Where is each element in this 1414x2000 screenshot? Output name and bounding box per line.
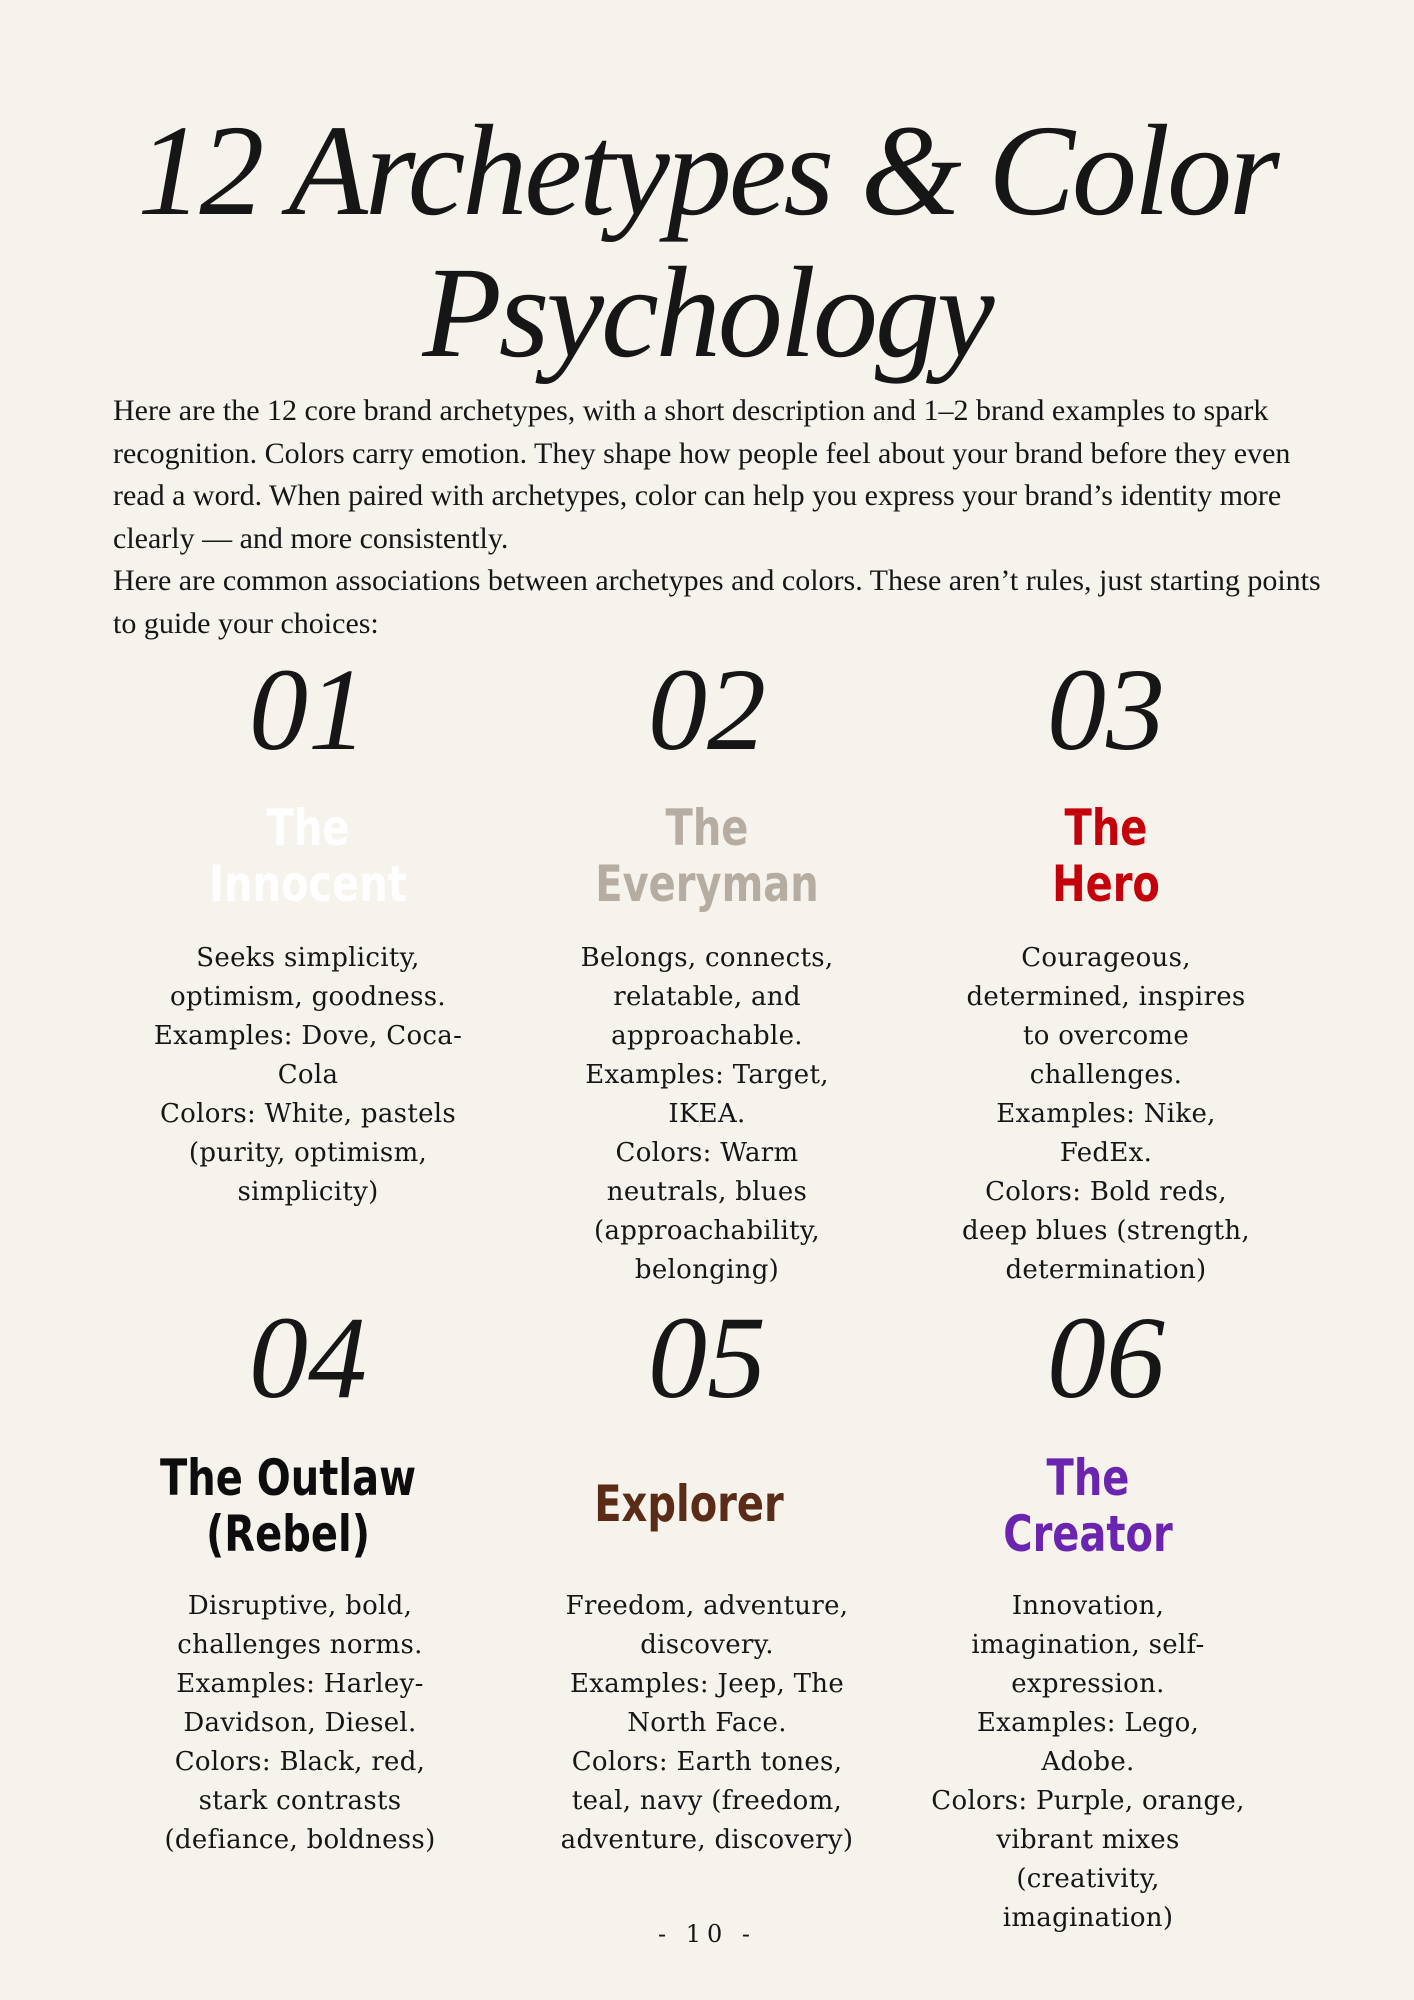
desc-line: Davidson, Diesel. <box>183 1708 417 1738</box>
desc-line: simplicity) <box>237 1177 379 1207</box>
heading-line-1: The <box>266 799 350 857</box>
intro-text <box>113 390 1323 645</box>
heading-line-2: Hero <box>1052 855 1160 913</box>
heading-line-2: Creator <box>1003 1505 1173 1563</box>
archetype-heading-explorer <box>529 1476 849 1532</box>
desc-line: Courageous, <box>1021 943 1191 973</box>
heading-line-2: Innocent <box>209 855 407 913</box>
desc-line: Adobe. <box>1041 1747 1135 1777</box>
archetype-number-01: 01 <box>249 644 367 775</box>
title-line-1: 12 Archetypes & Color <box>137 99 1277 243</box>
archetype-description-explorer <box>547 1587 867 1860</box>
desc-line: determined, inspires <box>966 982 1246 1012</box>
desc-line: Innovation, <box>1011 1591 1165 1621</box>
archetype-heading-innocent <box>148 800 468 912</box>
desc-line: Colors: Earth tones, <box>571 1747 843 1777</box>
desc-line: Freedom, adventure, <box>565 1591 849 1621</box>
desc-line: Colors: White, pastels <box>159 1099 457 1129</box>
heading-line-1: The <box>1064 799 1148 857</box>
desc-line: challenges. <box>1029 1060 1183 1090</box>
heading-line-1: The Outlaw <box>159 1449 417 1507</box>
desc-line: Examples: Nike, <box>996 1099 1216 1129</box>
heading-line-1: The <box>665 799 749 857</box>
desc-line: (approachability, <box>594 1216 820 1246</box>
desc-line: imagination, self- <box>971 1630 1205 1660</box>
desc-line: (defiance, boldness) <box>164 1825 436 1855</box>
desc-line: FedEx. <box>1059 1138 1153 1168</box>
desc-line: (creativity, <box>1016 1864 1160 1894</box>
desc-line: Colors: Black, red, <box>174 1747 426 1777</box>
desc-line: discovery. <box>640 1630 774 1660</box>
desc-line: belonging) <box>634 1255 780 1285</box>
desc-line: IKEA. <box>668 1099 746 1129</box>
desc-line: Cola <box>277 1060 339 1090</box>
desc-line: optimism, goodness. <box>170 982 446 1012</box>
archetype-heading-everyman <box>547 800 867 912</box>
heading-line-1: The <box>1046 1449 1130 1507</box>
desc-line: relatable, and <box>613 982 801 1012</box>
heading-line-2: (Rebel) <box>206 1505 370 1563</box>
archetype-number-06: 06 <box>1047 1292 1165 1423</box>
intro-paragraph-2: Here are common associations between archetypes and colors. These aren’t rules, just starting points to guide your choices: <box>113 564 1321 640</box>
desc-line: vibrant mixes <box>996 1825 1180 1855</box>
archetype-description-everyman <box>547 939 867 1290</box>
archetype-description-hero <box>946 939 1266 1290</box>
archetype-heading-outlaw <box>128 1450 448 1562</box>
desc-line: Belongs, connects, <box>580 943 834 973</box>
desc-line: (purity, optimism, <box>188 1138 428 1168</box>
desc-line: Colors: Bold reds, <box>985 1177 1227 1207</box>
heading-line-2: Everyman <box>595 855 819 913</box>
desc-line: challenges norms. <box>177 1630 423 1660</box>
desc-line: stark contrasts <box>198 1786 402 1816</box>
title-line-2: Psychology <box>422 241 992 385</box>
desc-line: to overcome <box>1022 1021 1190 1051</box>
archetype-description-creator <box>923 1587 1253 1938</box>
archetype-number-04: 04 <box>249 1292 367 1423</box>
archetype-number-02: 02 <box>648 644 766 775</box>
desc-line: Examples: Lego, <box>976 1708 1200 1738</box>
desc-line: Examples: Jeep, The <box>569 1669 845 1699</box>
desc-line: adventure, discovery) <box>560 1825 854 1855</box>
archetype-heading-hero <box>946 800 1266 912</box>
page-number: - 10 - <box>657 1920 756 1948</box>
desc-line: imagination) <box>1002 1903 1174 1933</box>
desc-line: Examples: Dove, Coca- <box>153 1021 463 1051</box>
desc-line: approachable. <box>611 1021 803 1051</box>
archetype-number-05: 05 <box>648 1292 766 1423</box>
archetype-description-outlaw <box>140 1587 460 1860</box>
desc-line: Colors: Warm <box>615 1138 799 1168</box>
desc-line: Colors: Purple, orange, <box>931 1786 1245 1816</box>
intro-paragraph-1: Here are the 12 core brand archetypes, with a short description and 1–2 brand examples to spark recognition. Colors carry emotion. They shape how people feel about your brand before they even read a word. When paired with archetypes, color can help you express your brand’s identity more clearly — and more consistently. <box>113 394 1291 555</box>
desc-line: Seeks simplicity, <box>196 943 420 973</box>
desc-line: Examples: Target, <box>585 1060 829 1090</box>
desc-line: Disruptive, bold, <box>187 1591 413 1621</box>
page-title <box>0 100 1414 384</box>
desc-line: expression. <box>1011 1669 1165 1699</box>
desc-line: North Face. <box>627 1708 787 1738</box>
heading-line-1: Explorer <box>594 1475 784 1533</box>
desc-line: deep blues (strength, <box>962 1216 1250 1246</box>
archetype-number-03: 03 <box>1047 644 1165 775</box>
desc-line: Examples: Harley- <box>176 1669 424 1699</box>
archetype-description-innocent <box>148 939 468 1212</box>
archetype-heading-creator <box>928 1450 1248 1562</box>
desc-line: teal, navy (freedom, <box>571 1786 843 1816</box>
desc-line: neutrals, blues <box>606 1177 808 1207</box>
desc-line: determination) <box>1005 1255 1207 1285</box>
